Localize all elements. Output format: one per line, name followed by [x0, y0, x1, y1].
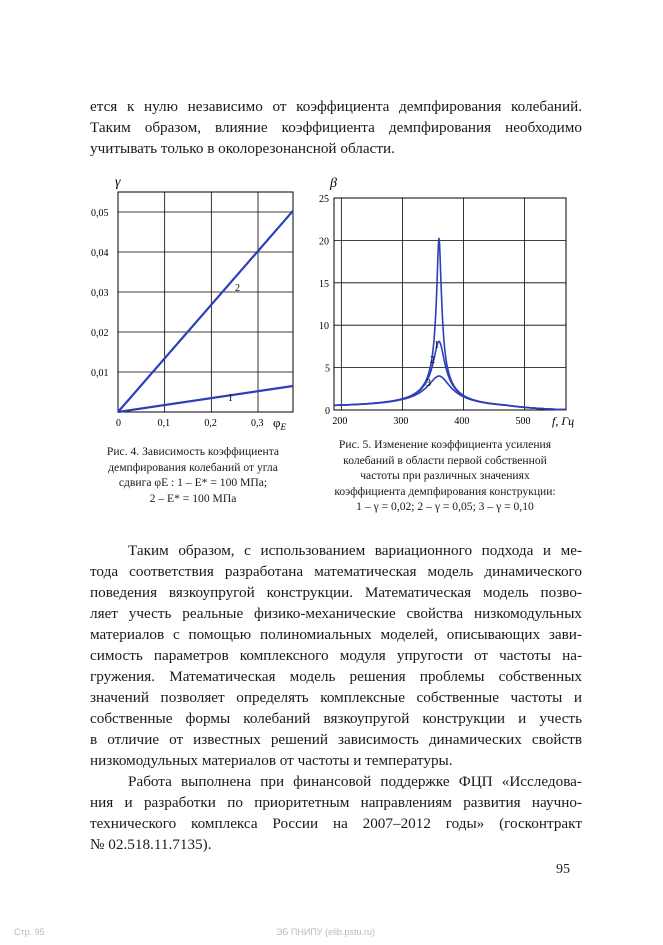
- y-tick-label: 10: [319, 321, 329, 333]
- y-tick-label: 0: [325, 406, 330, 417]
- body-paragraphs: [90, 540, 582, 855]
- series-line-1: [118, 386, 293, 412]
- x-tick-label: 400: [454, 416, 470, 427]
- curve-label-2: 2: [430, 355, 435, 366]
- curve-label-3: 3: [426, 378, 431, 389]
- y-tick-label: 0,01: [91, 368, 109, 379]
- caption-line: коэффициента демпфирования конструкции:: [334, 484, 556, 498]
- y-tick-label: 0,03: [91, 288, 109, 299]
- caption-line: колебаний в области первой собственной: [343, 453, 547, 467]
- curve-label-2: 2: [235, 283, 240, 294]
- text-line: в отличие от известных решений зависимость динамических свойств: [90, 731, 582, 748]
- footer-left: Стр. 95: [14, 927, 45, 937]
- x-tick-label: 200: [332, 416, 348, 427]
- text-line: материалов с помощью полиномиальных моделей, описывающих зави-: [90, 626, 582, 643]
- top-paragraph: [90, 96, 582, 159]
- text-line: значений позволяет определять комплексные собственные частоты и: [90, 689, 582, 706]
- x-tick-label: 0,1: [157, 418, 171, 429]
- text-line: тода соответствия разработана математическая модель динамического: [90, 563, 582, 580]
- footer-center: ЭБ ПНИПУ (elib.pstu.ru): [276, 927, 376, 937]
- text-line: технического комплекса России на 2007–2012 годы» (госконтракт: [90, 815, 582, 832]
- figure-4: [80, 170, 310, 437]
- text-line: Таким образом, с использованием вариационного подхода и ме-: [128, 542, 582, 559]
- figure-5-chart: [316, 170, 586, 432]
- caption-line: сдвига φE : 1 – E* = 100 МПа;: [118, 476, 268, 490]
- text-line: № 02.518.11.7135).: [90, 836, 212, 853]
- figure-5: [316, 170, 586, 437]
- x-tick-label: 0,2: [204, 418, 217, 429]
- y-axis-label: γ: [115, 175, 121, 190]
- caption-line: Рис. 4. Зависимость коэффициента: [106, 445, 280, 458]
- text-line: низкомодульных материалов от частоты и температуры.: [90, 752, 453, 769]
- curve-label-1: 1: [228, 393, 233, 404]
- text-line: ния и разработки по приоритетным направлениям развития научно-: [90, 794, 582, 811]
- y-tick-label: 25: [319, 194, 329, 205]
- x-tick-label: 0: [116, 418, 121, 429]
- y-axis-label: β: [330, 176, 337, 191]
- text-line: Работа выполнена при финансовой поддержке ФЦП «Исследова-: [128, 773, 582, 790]
- text-line: ется к нулю независимо от коэффициента демпфирования колебаний.: [90, 98, 582, 115]
- text-line: гружения. Математическая модель решения проблемы собственных: [90, 668, 582, 685]
- text-line: ляет учесть реальные физико-механические свойства низкомодульных: [90, 605, 582, 622]
- x-tick-label: 0,3: [251, 418, 264, 429]
- curve-label-1: 1: [434, 340, 439, 351]
- caption-line: 1 – γ = 0,02; 2 – γ = 0,05; 3 – γ = 0,10: [356, 500, 534, 514]
- text-line: учитывать только в околорезонансной области.: [90, 140, 395, 157]
- series-line-1: [334, 238, 566, 410]
- x-axis-label: $\varphi_E$: [273, 415, 287, 432]
- caption-line: частоты при различных значениях: [360, 469, 530, 483]
- figure-4-chart: [80, 170, 310, 432]
- text-line: симость параметров комплексного модуля упругости от частоты на-: [90, 647, 582, 664]
- series-line-2: [118, 211, 293, 412]
- x-axis-label: f, Гц: [552, 414, 575, 428]
- text-line: Таким образом, влияние коэффициента демпфирования необходимо: [90, 119, 582, 136]
- figure-5-caption: [310, 437, 580, 515]
- y-tick-label: 0,05: [91, 208, 109, 219]
- caption-line: демпфирования колебаний от угла: [108, 460, 278, 474]
- x-tick-label: 300: [393, 416, 409, 427]
- y-tick-label: 0,02: [91, 328, 109, 339]
- caption-line: 2 – E* = 100 МПа: [149, 491, 237, 505]
- text-line: поведения вязкоупругой конструкции. Математическая модель позво-: [90, 584, 582, 601]
- page-number: 95: [556, 862, 570, 877]
- caption-line: Рис. 5. Изменение коэффициента усиления: [338, 438, 552, 451]
- y-tick-label: 20: [319, 236, 329, 248]
- x-tick-label: 500: [515, 416, 531, 427]
- y-tick-label: 0,04: [91, 248, 109, 259]
- y-tick-label: 15: [319, 278, 329, 290]
- figure-4-caption: [78, 444, 308, 506]
- text-line: собственные формы колебаний вязкоупругой конструкции и учесть: [90, 710, 582, 727]
- plot-frame: [118, 192, 293, 412]
- y-tick-label: 5: [325, 363, 330, 375]
